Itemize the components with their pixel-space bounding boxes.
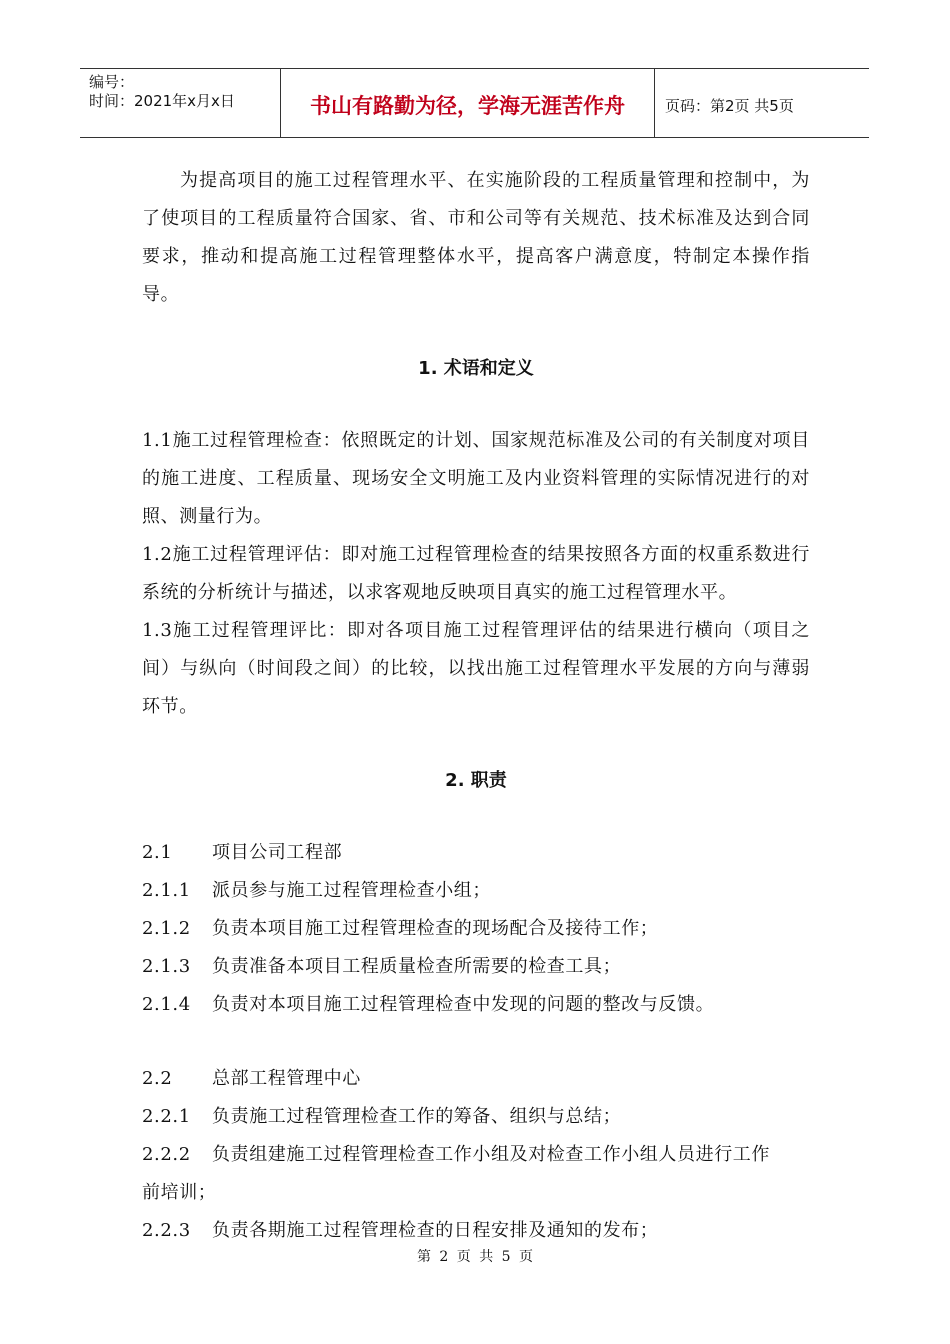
item-number: 2.1 (142, 842, 173, 863)
item-number: 2.2.2 (142, 1144, 191, 1165)
list-item-continuation (142, 1174, 810, 1212)
item-number: 2.2.1 (142, 1106, 191, 1127)
item-number: 2.1.2 (142, 918, 191, 939)
document-date: 时间：2021年x月x日 (89, 92, 235, 110)
item-text: 总部工程管理中心 (212, 1068, 361, 1089)
item-text: 负责对本项目施工过程管理检查中发现的问题的整改与反馈。 (212, 994, 715, 1015)
list-item (142, 834, 810, 872)
header-page-info: 页码：第2页 共5页 (665, 96, 794, 115)
item-text: 负责本项目施工过程管理检查的现场配合及接待工作； (212, 918, 659, 939)
document-number-label: 编号： (89, 73, 135, 91)
list-item (142, 1136, 810, 1174)
list-item (142, 948, 810, 986)
item-text: 负责各期施工过程管理检查的日程安排及通知的发布； (212, 1220, 659, 1241)
item-text: 负责施工过程管理检查工作的筹备、组织与总结； (212, 1106, 622, 1127)
definition-paragraph: 1.1施工过程管理检查：依照既定的计划、国家规范标准及公司的有关制度对项目的施工进度、工程质量、现场安全文明施工及内业资料管理的实际情况进行的对照、测量行为。 (142, 430, 810, 527)
item-number: 2.1.3 (142, 956, 191, 977)
document-body (142, 162, 810, 1250)
section-2-title: 2. 职责 (445, 770, 507, 791)
item-text: 负责组建施工过程管理检查工作小组及对检查工作小组人员进行工作 (212, 1144, 770, 1165)
definition-paragraph: 1.3施工过程管理评比：即对各项目施工过程管理评估的结果进行横向（项目之间）与纵向（时间段之间）的比较，以找出施工过程管理水平发展的方向与薄弱环节。 (142, 620, 810, 717)
item-text: 派员参与施工过程管理检查小组； (212, 880, 491, 901)
header-meta (80, 69, 281, 137)
item-text: 前培训； (142, 1182, 217, 1203)
item-text: 负责准备本项目工程质量检查所需要的检查工具； (212, 956, 622, 977)
list-item (142, 1060, 810, 1098)
item-text: 项目公司工程部 (212, 842, 343, 863)
list-item (142, 910, 810, 948)
header-motto: 书山有路勤为径，学海无涯苦作舟 (281, 69, 655, 137)
page-footer: 第 2 页 共 5 页 (416, 1249, 534, 1265)
item-number: 2.1.4 (142, 994, 191, 1015)
section-1-title: 1. 术语和定义 (418, 358, 534, 379)
item-number: 2.2.3 (142, 1220, 191, 1241)
document-header (80, 68, 869, 138)
item-number: 2.2 (142, 1068, 173, 1089)
intro-paragraph: 为提高项目的施工过程管理水平、在实施阶段的工程质量管理和控制中，为了使项目的工程质量符合国家、省、市和公司等有关规范、技术标准及达到合同要求，推动和提高施工过程管理整体水平，提高客户满意度，特制定本操作指导。 (142, 170, 810, 305)
list-item (142, 872, 810, 910)
list-item (142, 1212, 810, 1250)
list-item (142, 1098, 810, 1136)
list-item (142, 986, 810, 1024)
item-number: 2.1.1 (142, 880, 191, 901)
definition-paragraph: 1.2施工过程管理评估：即对施工过程管理检查的结果按照各方面的权重系数进行系统的分析统计与描述，以求客观地反映项目真实的施工过程管理水平。 (142, 544, 810, 603)
